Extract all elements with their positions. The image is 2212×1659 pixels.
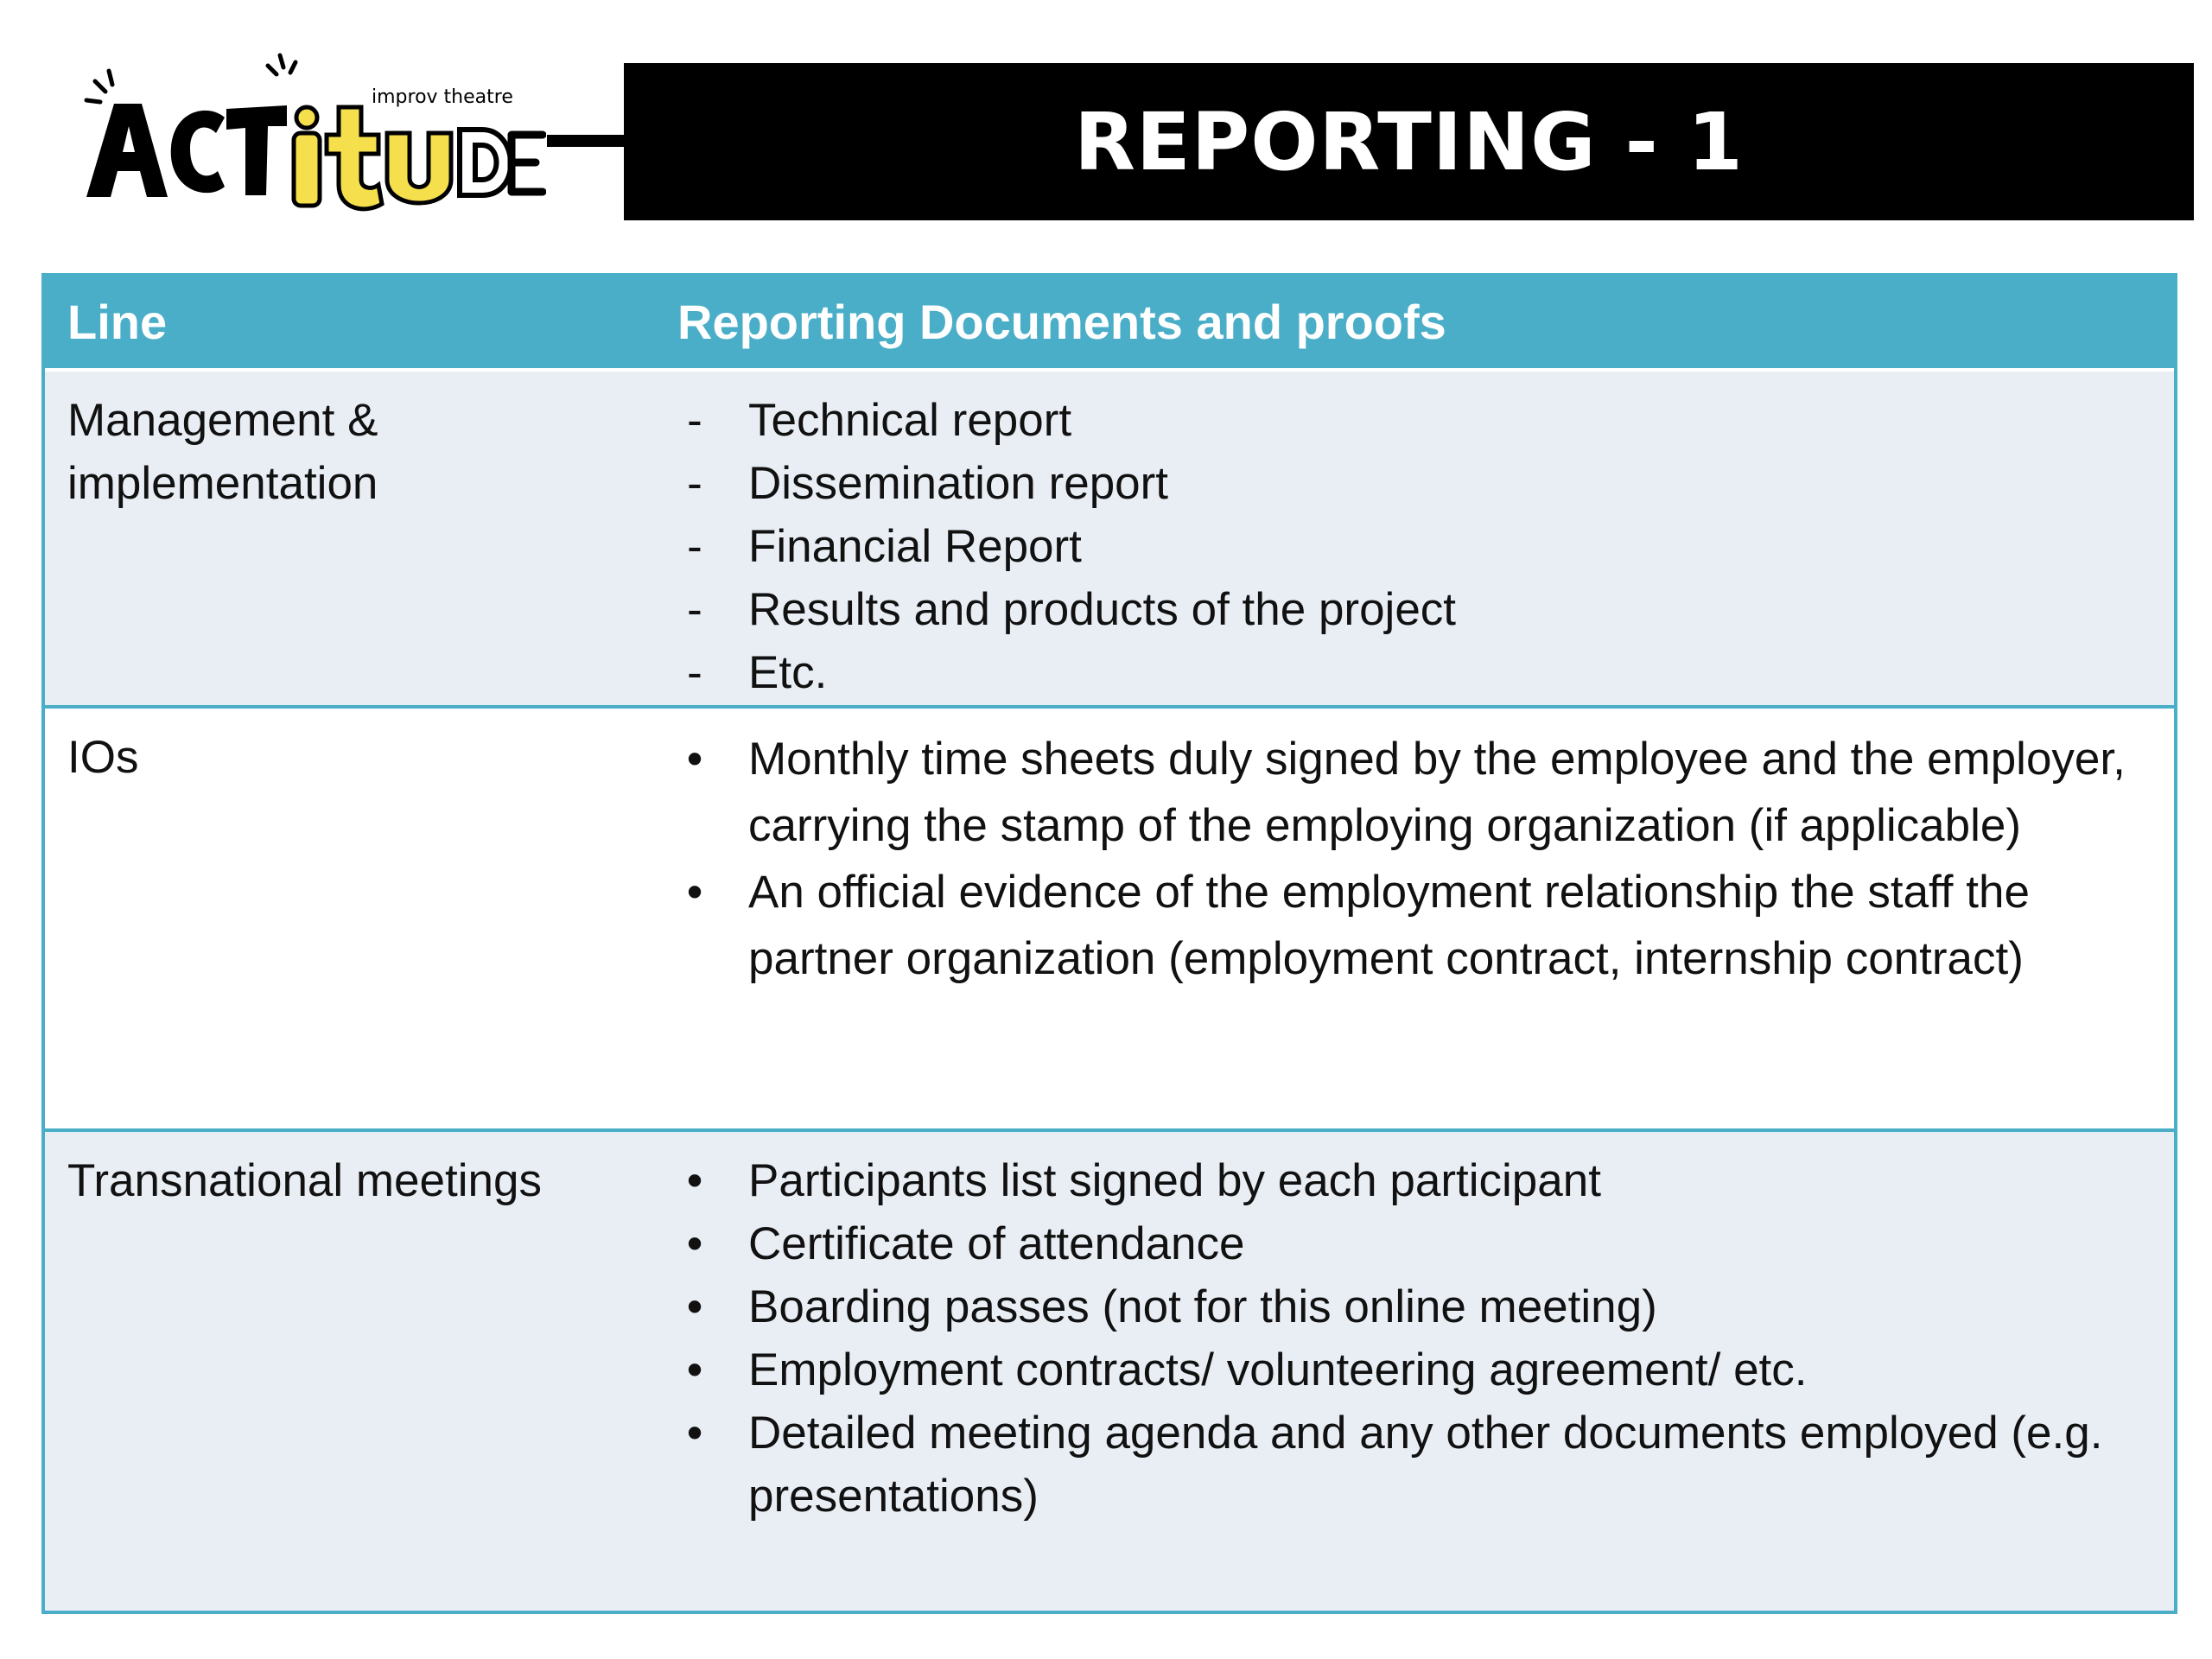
line-cell: IOs <box>67 732 139 783</box>
title-bar <box>624 63 2194 220</box>
list-item: - Financial Report <box>677 515 2148 578</box>
dash-marker: - <box>687 584 702 635</box>
dash-marker: - <box>687 521 702 572</box>
actitude-logo-graphic <box>79 50 546 223</box>
table-row-management <box>45 368 2174 705</box>
bullet-marker: • <box>686 1344 703 1395</box>
list-item: • Employment contracts/ volunteering agreement/ etc. <box>677 1338 2148 1402</box>
list-item: - Etc. <box>677 641 2148 704</box>
list-item: • Boarding passes (not for this online meeting) <box>677 1275 2148 1338</box>
list-item: - Technical report <box>677 389 2148 452</box>
documents-list <box>677 389 2148 704</box>
actitude-logo <box>79 50 546 223</box>
documents-cell <box>677 726 2148 992</box>
table-row-ios <box>45 705 2174 1128</box>
bullet-marker: • <box>686 1155 703 1206</box>
bullet-marker: • <box>686 867 703 918</box>
table-header-row <box>45 276 2174 368</box>
list-item: • Detailed meeting agenda and any other documents employed (e.g. presentations) <box>677 1402 2148 1528</box>
documents-cell <box>677 389 2148 704</box>
header-connector-line <box>547 135 625 147</box>
column-header-documents: Reporting Documents and proofs <box>677 295 1446 349</box>
page-title: REPORTING - 1 <box>1074 95 1744 188</box>
dash-marker: - <box>687 395 702 446</box>
list-item: - Results and products of the project <box>677 578 2148 641</box>
list-item: • Participants list signed by each participant <box>677 1149 2148 1212</box>
bullet-marker: • <box>686 1408 703 1459</box>
list-item: • An official evidence of the employment relationship the staff the partner organization (employment contract, internship contract) <box>677 859 2148 992</box>
bullet-marker: • <box>686 734 703 785</box>
column-header-line: Line <box>67 295 168 349</box>
list-item: - Dissemination report <box>677 452 2148 515</box>
documents-list <box>677 726 2148 992</box>
line-cell: Management & implementation <box>67 395 378 509</box>
line-cell: Transnational meetings <box>67 1155 542 1206</box>
documents-list <box>677 1149 2148 1528</box>
reporting-table <box>41 273 2177 1614</box>
documents-cell <box>677 1149 2148 1528</box>
list-item: • Monthly time sheets duly signed by the employee and the employer, carrying the stamp of the employing organization (if applicable) <box>677 726 2148 859</box>
logo-tagline: improv theatre <box>372 86 513 108</box>
dash-marker: - <box>687 647 702 698</box>
dash-marker: - <box>687 458 702 509</box>
table-row-transnational-meetings <box>45 1128 2174 1611</box>
sparkle-icon <box>86 55 296 102</box>
bullet-marker: • <box>686 1281 703 1332</box>
bullet-marker: • <box>686 1218 703 1269</box>
list-item: • Certificate of attendance <box>677 1212 2148 1275</box>
